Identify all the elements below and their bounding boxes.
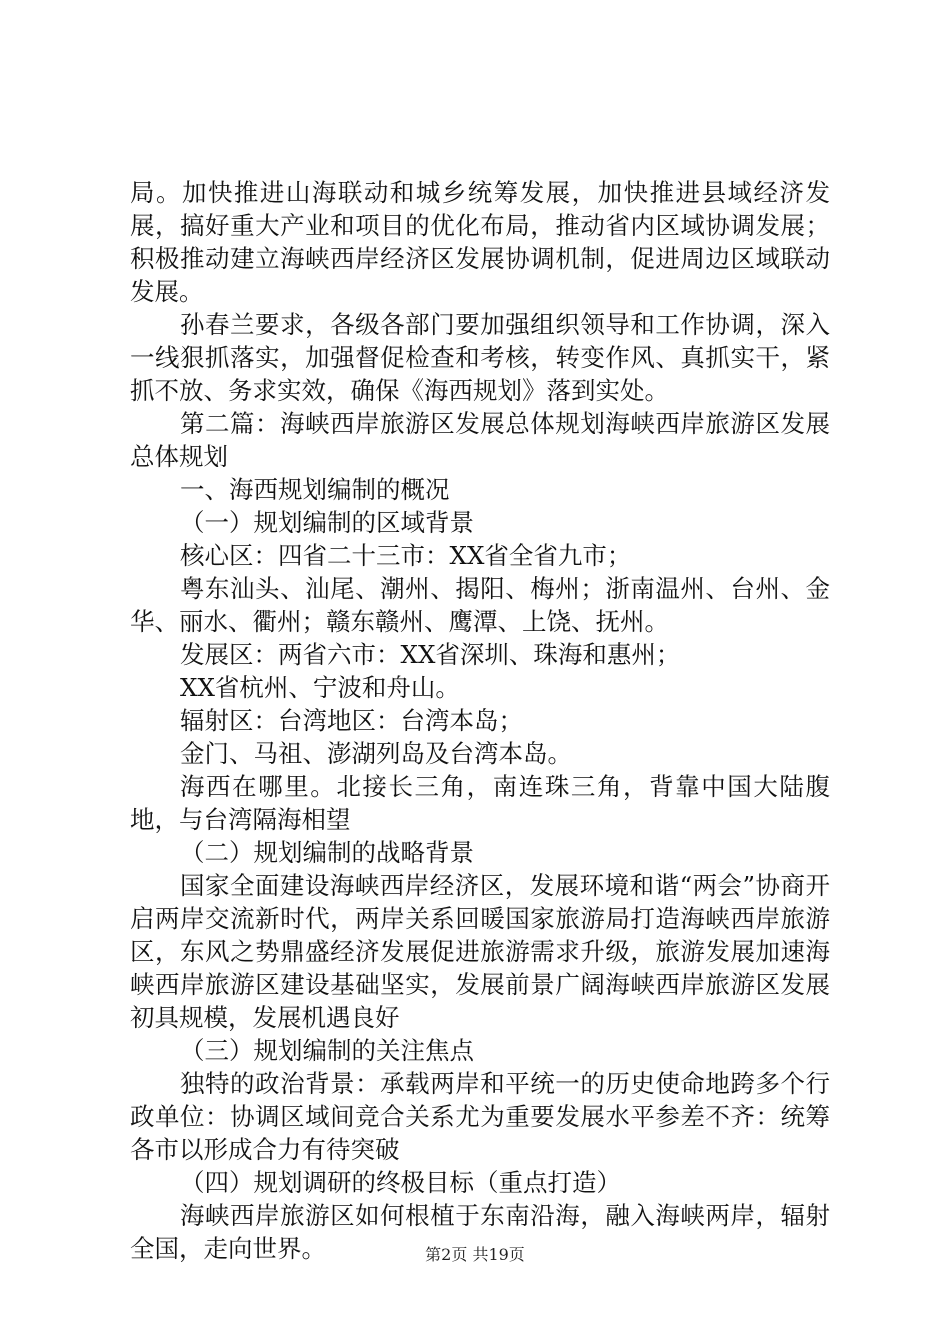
page-number: 第2页 共19页 (425, 1245, 525, 1264)
paragraph: 局。加快推进山海联动和城乡统筹发展，加快推进县域经济发展，搞好重大产业和项目的优化布局，推动省内区域协调发展；积极推动建立海峡西岸经济区发展协调机制，促进周边区域联动发展。 (130, 178, 830, 306)
section-heading: 第二篇：海峡西岸旅游区发展总体规划海峡西岸旅游区发展总体规划 (130, 409, 830, 471)
paragraph: 国家全面建设海峡西岸经济区，发展环境和谐“两会”协商开启两岸交流新时代，两岸关系回暖国家旅游局打造海峡西岸旅游区，东风之势鼎盛经济发展促进旅游需求升级，旅游发展加速海峡西岸旅游区建设基础坚实，发展前景广阔海峡西岸旅游区发展初具规模，发展机遇良好 (130, 871, 830, 1032)
paragraph: 粤东汕头、汕尾、潮州、揭阳、梅州；浙南温州、台州、金华、丽水、衢州；赣东赣州、鹰潭、上饶、抚州。 (130, 574, 830, 636)
subsection-heading: （二）规划编制的战略背景 (180, 838, 474, 867)
subsection-heading: （三）规划编制的关注焦点 (180, 1036, 474, 1065)
subsection-heading: （一）规划编制的区域背景 (180, 508, 474, 537)
paragraph: 海西在哪里。北接长三角，南连珠三角，背靠中国大陆腹地，与台湾隔海相望 (130, 772, 830, 834)
paragraph: 孙春兰要求，各级各部门要加强组织领导和工作协调，深入一线狠抓落实，加强督促检查和考核，转变作风、真抓实干，紧抓不放、务求实效，确保《海西规划》落到实处。 (130, 310, 830, 405)
paragraph: 核心区：四省二十三市：XX省全省九市； (180, 541, 632, 570)
paragraph: XX省杭州、宁波和舟山。 (180, 673, 460, 702)
subsection-heading: （四）规划调研的终极目标（重点打造） (180, 1168, 621, 1197)
document-body (130, 176, 830, 1265)
paragraph: 发展区：两省六市：XX省深圳、珠海和惠州； (180, 640, 681, 669)
section-heading: 一、海西规划编制的概况 (180, 475, 450, 504)
paragraph: 独特的政治背景：承载两岸和平统一的历史使命地跨多个行政单位：协调区域间竞合关系尤为重要发展水平参差不齐：统筹各市以形成合力有待突破 (130, 1069, 830, 1164)
paragraph: 辐射区：台湾地区：台湾本岛； (180, 706, 523, 735)
page-footer (0, 1244, 950, 1266)
paragraph: 金门、马祖、澎湖列岛及台湾本岛。 (180, 739, 572, 768)
paragraph: 海峡西岸旅游区如何根植于东南沿海，融入海峡两岸，辐射全国，走向世界。 (130, 1201, 830, 1263)
